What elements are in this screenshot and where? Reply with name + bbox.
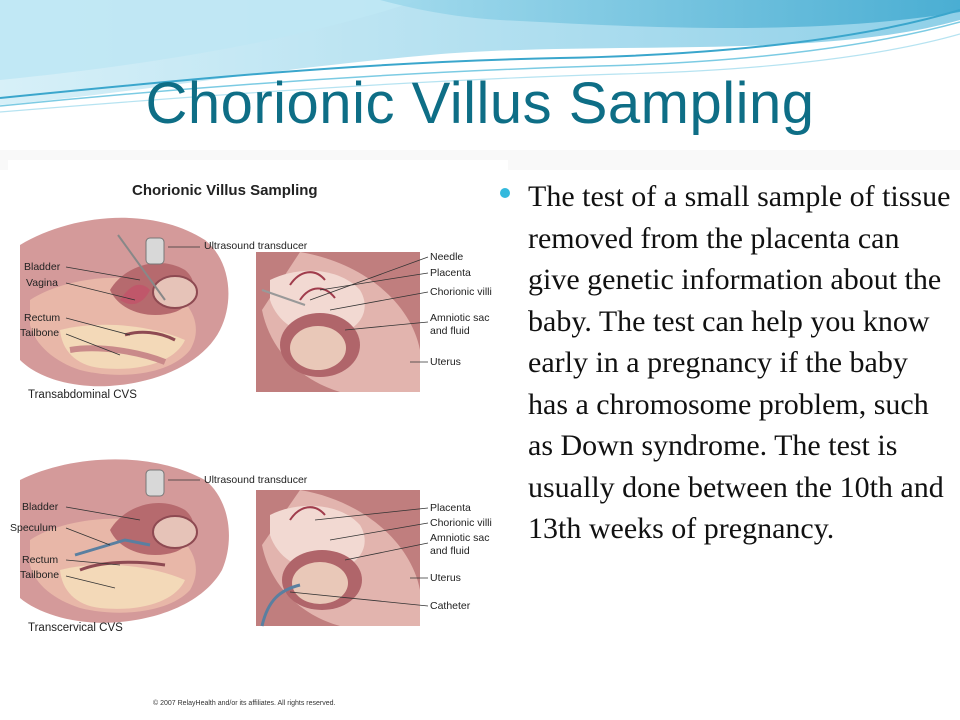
- label-villi-top: Chorionic villi: [430, 286, 492, 298]
- label-needle: Needle: [430, 251, 464, 263]
- bullet-list: [500, 176, 955, 550]
- label-amniotic-top-2: and fluid: [430, 325, 470, 337]
- label-placenta-top: Placenta: [430, 267, 471, 279]
- label-amniotic-bottom-1: Amniotic sac: [430, 532, 490, 544]
- label-tailbone-bottom: Tailbone: [20, 569, 60, 581]
- label-rectum-top: Rectum: [24, 312, 61, 324]
- label-placenta-bottom: Placenta: [430, 502, 471, 514]
- label-catheter: Catheter: [430, 600, 471, 612]
- transabdominal-zoom: [256, 252, 420, 392]
- label-bladder-top: Bladder: [24, 261, 61, 273]
- bullet-text: The test of a small sample of tissue removed from the placenta can give genetic information about the baby. The test can help you know early in a pregnancy if the baby has a chromosome problem, such as Down syndrome. The test is usually done between the 10th and 13th weeks of pregnancy.: [528, 180, 951, 545]
- transcervical-body: [20, 459, 229, 622]
- label-uterus-bottom: Uterus: [430, 572, 461, 584]
- label-amniotic-bottom-2: and fluid: [430, 545, 470, 557]
- figure-copyright: © 2007 RelayHealth and/or its affiliates. All rights reserved.: [153, 700, 336, 707]
- label-rectum-bottom: Rectum: [22, 554, 59, 566]
- label-amniotic-top-1: Amniotic sac: [430, 312, 490, 324]
- label-vagina: Vagina: [26, 277, 58, 289]
- figure-title: Chorionic Villus Sampling: [132, 182, 318, 199]
- slide-title: Chorionic Villus Sampling: [145, 71, 815, 136]
- caption-transcervical: Transcervical CVS: [28, 622, 123, 634]
- label-ultrasound-bottom: Ultrasound transducer: [204, 474, 308, 486]
- label-bladder-bottom: Bladder: [22, 501, 59, 513]
- bullet-dot-icon: [500, 188, 510, 198]
- label-uterus-top: Uterus: [430, 356, 461, 368]
- label-villi-bottom: Chorionic villi: [430, 517, 492, 529]
- label-tailbone-top: Tailbone: [20, 327, 60, 339]
- transcervical-zoom: [256, 490, 420, 626]
- label-speculum: Speculum: [10, 522, 57, 534]
- label-ultrasound-top: Ultrasound transducer: [204, 240, 308, 252]
- caption-transabdominal: Transabdominal CVS: [28, 389, 137, 401]
- transabdominal-body: [20, 218, 228, 386]
